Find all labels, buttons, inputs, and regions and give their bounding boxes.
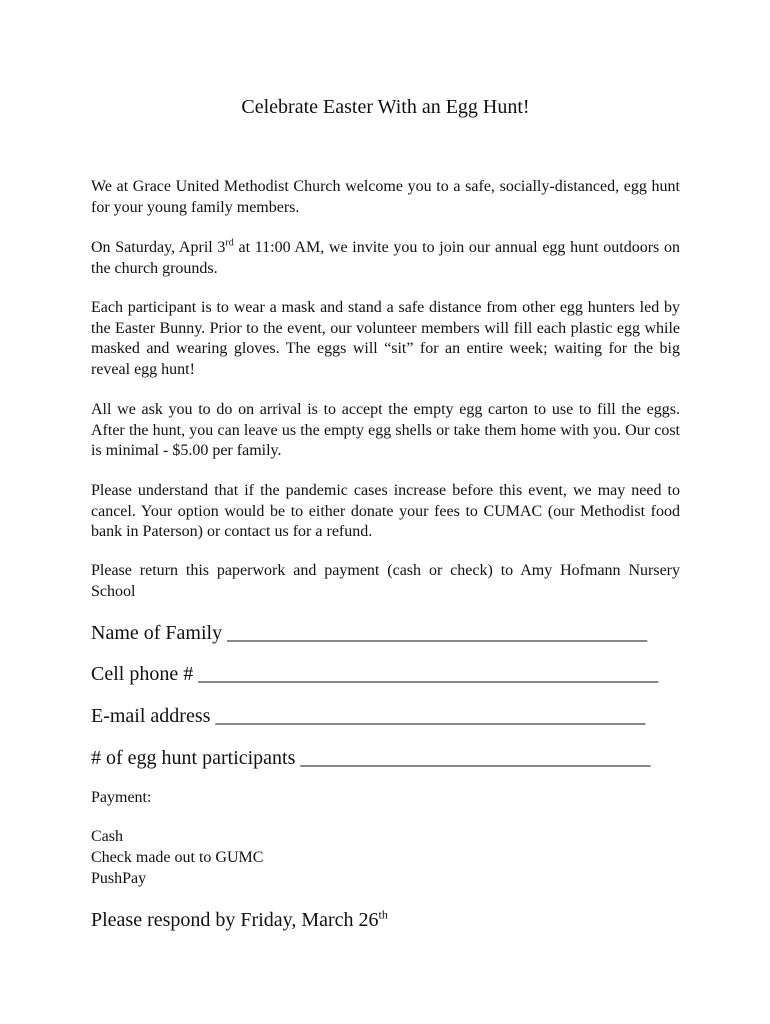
event-date-suffix: rd xyxy=(225,237,234,249)
respond-by-text xyxy=(91,908,388,932)
event-date-rest: at 11:00 AM, we invite you to join our annual egg hunt outdoors on the church grounds. xyxy=(91,239,681,277)
respond-by-suffix: th xyxy=(378,907,388,922)
payment-option-pushpay: PushPay xyxy=(91,870,147,887)
email-field[interactable]: E-mail address ___________________________________________ xyxy=(91,705,646,727)
payment-options xyxy=(91,826,263,889)
cancel-paragraph: Please understand that if the pandemic cases increase before this event, we may need to cancel. Your option would be to either donate your fees to CUMAC (our Methodist food bank in Paterson) or contact us for a refund. xyxy=(91,482,680,540)
cell-phone-field[interactable]: Cell phone # ______________________________________________ xyxy=(91,663,659,685)
event-date-text: On Saturday, April 3 xyxy=(91,239,226,256)
arrival-paragraph: All we ask you to do on arrival is to accept the empty egg carton to use to fill the eggs. After the hunt, you can leave us the empty egg shells or take them home with you. Our cost is minimal - $5.00 per family. xyxy=(91,401,680,459)
payment-label: Payment: xyxy=(91,789,152,806)
event-date-paragraph xyxy=(91,238,680,279)
return-paragraph: Please return this paperwork and payment (cash or check) to Amy Hofmann Nursery School xyxy=(91,562,680,600)
family-name-field[interactable]: Name of Family __________________________________________ xyxy=(91,622,648,644)
rules-paragraph: Each participant is to wear a mask and stand a safe distance from other egg hunters led by the Easter Bunny. Prior to the event, our volunteer members will fill each plastic egg while masked and wearing gloves. The eggs will “sit” for an entire week; waiting for the big reveal egg hunt! xyxy=(91,299,680,378)
flyer-title: Celebrate Easter With an Egg Hunt! xyxy=(241,96,530,118)
payment-option-check: Check made out to GUMC xyxy=(91,849,264,866)
payment-option-cash: Cash xyxy=(91,828,123,845)
welcome-paragraph: We at Grace United Methodist Church welcome you to a safe, socially-distanced, egg hunt for your young family members. xyxy=(91,178,680,216)
respond-by-date: Please respond by Friday, March 26 xyxy=(91,909,379,931)
participants-field[interactable]: # of egg hunt participants ___________________________________ xyxy=(91,747,651,769)
